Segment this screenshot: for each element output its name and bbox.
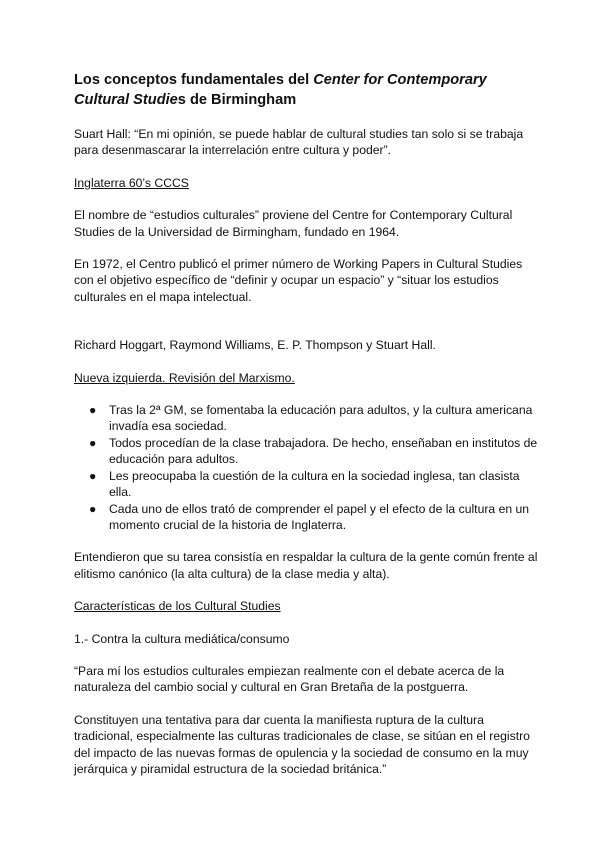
subheading-media-culture: 1.- Contra la cultura mediática/consumo	[74, 631, 290, 646]
list-item	[89, 402, 544, 435]
title-text: Los conceptos fundamentales del	[74, 72, 314, 88]
list-item-text: Todos procedían de la clase trabajadora. De hecho, enseñaban en institutos de educación para adultos.	[109, 435, 538, 467]
list-item	[89, 435, 544, 468]
section-heading-characteristics: Características de los Cultural Studies	[74, 599, 281, 614]
bullet-icon: ●	[89, 403, 97, 418]
paragraph-working-papers: En 1972, el Centro publicó el primer número de Working Papers in Cultural Studies con el objetivo específico de “definir y ocupar un espacio” y “situar los estudios culturales en el mapa intelectual.	[74, 257, 523, 304]
title-text-end: de Birmingham	[185, 92, 297, 108]
section-heading-nueva-izquierda: Nueva izquierda. Revisión del Marxismo.	[74, 370, 295, 385]
list-item-text: Les preocupaba la cuestión de la cultura en la sociedad inglesa, tan clasista ella.	[109, 468, 520, 500]
document-title	[74, 70, 544, 110]
list-item	[89, 468, 544, 501]
hall-quote: Suart Hall: “En mi opinión, se puede hablar de cultural studies tan solo si se trabaja para desenmascarar la interrelación entre cultura y poder”.	[74, 127, 524, 158]
bullet-icon: ●	[89, 501, 97, 516]
bullet-icon: ●	[89, 468, 97, 483]
title-italic: Center for Contemporary Cultural Studie	[74, 72, 487, 108]
paragraph-quote-postwar: “Para mí los estudios culturales empiezan realmente con el debate acerca de la naturaleza del cambio social y cultural en Gran Bretaña de la postguerra.	[74, 663, 505, 695]
bullet-list	[74, 402, 544, 533]
list-item	[89, 501, 544, 534]
section-heading-ccs: Inglaterra 60’s CCCS	[74, 175, 189, 190]
document-page	[74, 70, 544, 777]
list-item-text: Tras la 2ª GM, se fomentaba la educación para adultos, y la cultura americana invadía esa sociedad.	[109, 403, 533, 434]
title-italic-suffix: s	[177, 92, 186, 108]
paragraph-rupture: Constituyen una tentativa para dar cuenta la manifiesta ruptura de la cultura tradicional, especialmente las culturas tradicionales de clase, se sitúan en el registro del impacto de las nuevas formas de opulencia y la sociedad de consumo en la muy jerárquica y piramidal estructura de la sociedad británica.”	[74, 712, 530, 776]
paragraph-name-origin: El nombre de “estudios culturales” proviene del Centre for Contemporary Cultural Studies de la Universidad de Birmingham, fundado en 1964.	[74, 208, 513, 239]
list-item-text: Cada uno de ellos trató de comprender el papel y el efecto de la cultura en un momento crucial de la historia de Inglaterra.	[109, 501, 530, 532]
bullet-icon: ●	[89, 435, 97, 450]
paragraph-common-culture: Entendieron que su tarea consistía en respaldar la cultura de la gente común frente al elitismo canónico (la alta cultura) de la clase media y alta).	[74, 550, 538, 581]
paragraph-authors: Richard Hoggart, Raymond Williams, E. P. Thompson y Stuart Hall.	[74, 338, 436, 353]
